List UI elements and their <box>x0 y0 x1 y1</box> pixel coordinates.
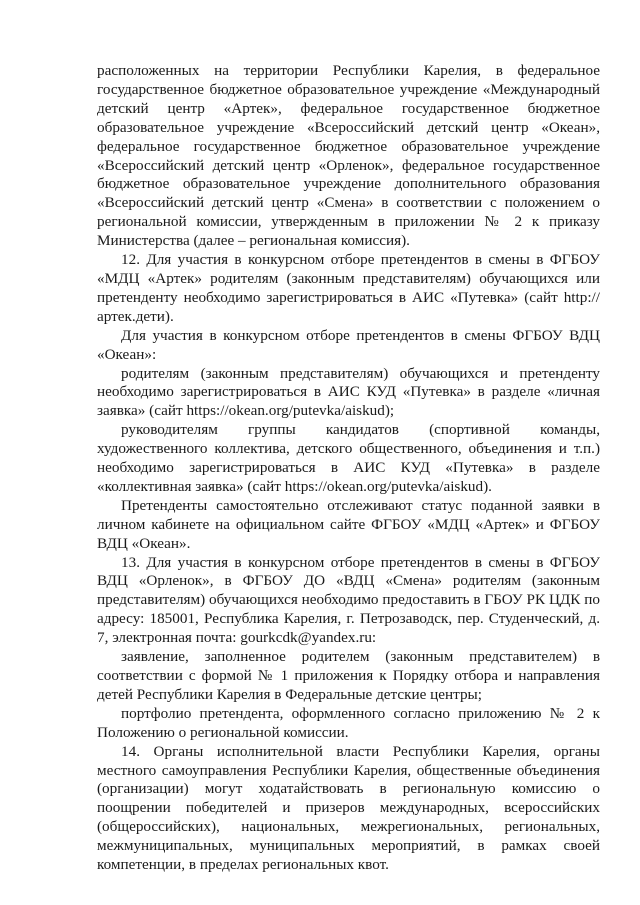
paragraph-application-form: заявление, заполненное родителем (законным представителем) в соответствии с формой № 1 приложения к Порядку отбора и направления детей Республики Карелия в Федеральные детские центры; <box>97 648 600 703</box>
paragraph-item-13: 13. Для участия в конкурсном отборе претендентов в смены в ФГБОУ ВДЦ «Орленок», в ФГБОУ ДО «ВДЦ «Смена» родителям (законным представителям) обучающихся необходимо предоставить в ГБОУ РК ЦДК по адресу: 185001, Республика Карелия, г. Петрозаводск, пер. Студенческий, д. 7, электронная почта: gourkcdk@yandex.ru: <box>97 553 600 647</box>
paragraph-okean-parents: родителям (законным представителям) обучающихся и претенденту необходимо зарегистрироваться в АИС КУД «Путевка» в разделе «личная заявка» (сайт https://okean.org/putevka/aiskud); <box>97 364 600 420</box>
paragraph-continuation: расположенных на территории Республики Карелия, в федеральное государственное бюджетное образовательное учреждение «Международный детский центр «Артек», федеральное государственное бюджетное образовательное учреждение «Всероссийский детский центр «Океан», федеральное государственное бюджетное образовательное учреждение «Всероссийский детский центр «Орленок», федеральное государственное бюджетное образовательное учреждение дополнительного образования «Всероссийский детский центр «Смена» в соответствии с положением о региональной комиссии, утвержденным в приложении № 2 к приказу Министерства (далее – региональная комиссия). <box>97 62 600 250</box>
paragraph-okean-group-leaders: руководителям группы кандидатов (спортивной команды, художественного коллектива, детского общественного, объединения и т.п.) необходимо зарегистрироваться в АИС КУД «Путевка» в разделе «коллективная заявка» (сайт https://okean.org/putevka/aiskud). <box>97 421 600 495</box>
document-page <box>97 62 600 875</box>
paragraph-item-12: 12. Для участия в конкурсном отборе претендентов в смены в ФГБОУ «МДЦ «Артек» родителям (законным представителям) обучающихся или претенденту необходимо зарегистрироваться в АИС «Путевка» (сайт http://артек.дети). <box>97 251 600 325</box>
paragraph-okean-intro: Для участия в конкурсном отборе претендентов в смены ФГБОУ ВДЦ «Океан»: <box>97 326 600 363</box>
paragraph-application-status: Претенденты самостоятельно отслеживают статус поданной заявки в личном кабинете на официальном сайте ФГБОУ «МДЦ «Артек» и ФГБОУ ВДЦ «Океан». <box>97 496 600 552</box>
paragraph-portfolio: портфолио претендента, оформленного согласно приложению № 2 к Положению о региональной комиссии. <box>97 704 600 741</box>
paragraph-item-14: 14. Органы исполнительной власти Республики Карелия, органы местного самоуправления Республики Карелия, общественные объединения (организации) могут ходатайствовать в региональную комиссию о поощрении победителей и призеров международных, всероссийских (общероссийских), национальных, межрегиональных, региональных, межмуниципальных, муниципальных мероприятий, в рамках своей компетенции, в пределах региональных квот. <box>97 742 600 874</box>
